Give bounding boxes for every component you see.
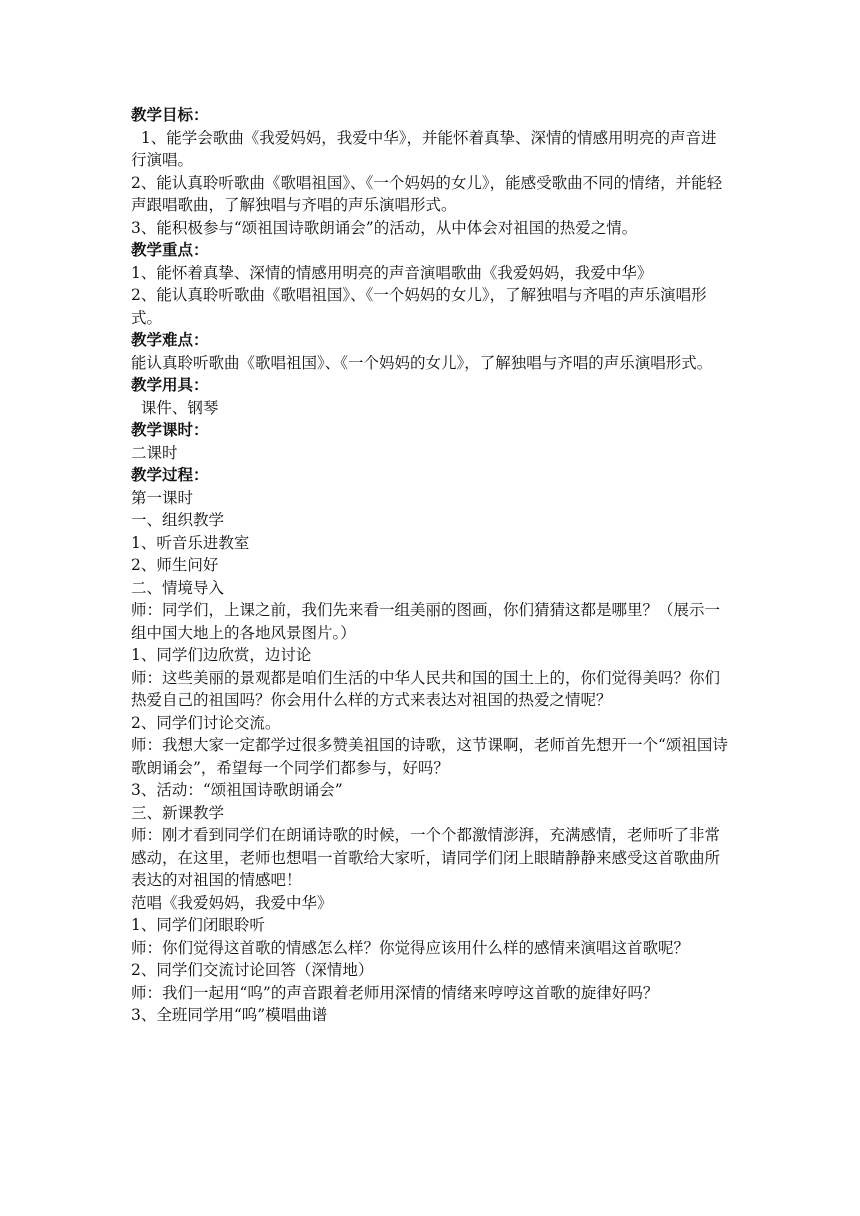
text-line: 1、能学会歌曲《我爱妈妈，我爱中华》，并能怀着真挚、深情的情感用明亮的声音进行演唱。	[131, 128, 717, 169]
text-line: 师：刚才看到同学们在朗诵诗歌的时候，一个个都激情澎湃，充满感情，老师听了非常感动，在这里，老师也想唱一首歌给大家听，请同学们闭上眼睛静静来感受这首歌曲所表达的对祖国的情感吧！	[131, 826, 721, 889]
text-line: 2、能认真聆听歌曲《歌唱祖国》、《一个妈妈的女儿》，了解独唱与齐唱的声乐演唱形式。	[131, 286, 707, 327]
text-line: 范唱《我爱妈妈，我爱中华》	[131, 893, 333, 912]
text-line: 一、组织教学	[131, 511, 225, 529]
text-line: 第一课时	[131, 488, 194, 507]
text-line: 师：这些美丽的景观都是咱们生活的中华人民共和国的国土上的，你们觉得美吗？你们热爱自己的祖国吗？你会用什么样的方式来表达对祖国的热爱之情呢？	[131, 668, 721, 709]
text-line: 2、同学们讨论交流。	[131, 713, 281, 732]
text-line: 师：我们一起用“呜”的声音跟着老师用深情的情绪来哼哼这首歌的旋律好吗？	[131, 983, 659, 1002]
text-line: 3、全班同学用“呜”模唱曲谱	[131, 1006, 328, 1024]
text-line: 师：我想大家一定都学过很多赞美祖国的诗歌，这节课啊，老师首先想开一个“颂祖国诗歌朗诵会”，希望每一个同学们都参与，好吗？	[131, 736, 728, 777]
text-line: 能认真聆听歌曲《歌唱祖国》、《一个妈妈的女儿》，了解独唱与齐唱的声乐演唱形式。	[131, 353, 713, 372]
text-line: 二课时	[131, 443, 178, 462]
section-heading: 教学课时：	[131, 421, 209, 439]
section-heading: 教学重点：	[131, 241, 209, 259]
text-line: 师：你们觉得这首歌的情感怎么样？你觉得应该用什么样的感情来演唱这首歌呢？	[131, 938, 690, 957]
text-line: 2、师生问好	[131, 556, 219, 574]
text-line: 1、同学们闭眼聆听	[131, 916, 265, 934]
text-line: 2、同学们交流讨论回答（深情地）	[131, 961, 374, 979]
text-line: 1、同学们边欣赏，边讨论	[131, 646, 312, 664]
text-line: 1、听音乐进教室	[131, 533, 250, 552]
text-line: 二、情境导入	[131, 578, 225, 597]
document-body	[131, 104, 731, 1027]
text-line: 2、能认真聆听歌曲《歌唱祖国》、《一个妈妈的女儿》，能感受歌曲不同的情绪，并能轻声跟唱歌曲，了解独唱与齐唱的声乐演唱形式。	[131, 173, 723, 214]
text-line: 3、能积极参与“颂祖国诗歌朗诵会”的活动，从中体会对祖国的热爱之情。	[131, 218, 638, 237]
section-heading: 教学难点：	[131, 331, 209, 349]
text-line: 课件、钢琴	[131, 398, 219, 417]
section-heading: 教学目标：	[131, 106, 209, 124]
text-line: 3、活动：“颂祖国诗歌朗诵会”	[131, 781, 343, 799]
text-line: 1、能怀着真挚、深情的情感用明亮的声音演唱歌曲《我爱妈妈，我爱中华》	[131, 263, 653, 282]
section-heading: 教学用具：	[131, 376, 209, 394]
section-heading: 教学过程：	[131, 466, 209, 484]
text-line: 师：同学们，上课之前，我们先来看一组美丽的图画，你们猜猜这都是哪里？（展示一组中国大地上的各地风景图片。）	[131, 601, 721, 642]
text-line: 三、新课教学	[131, 803, 225, 822]
